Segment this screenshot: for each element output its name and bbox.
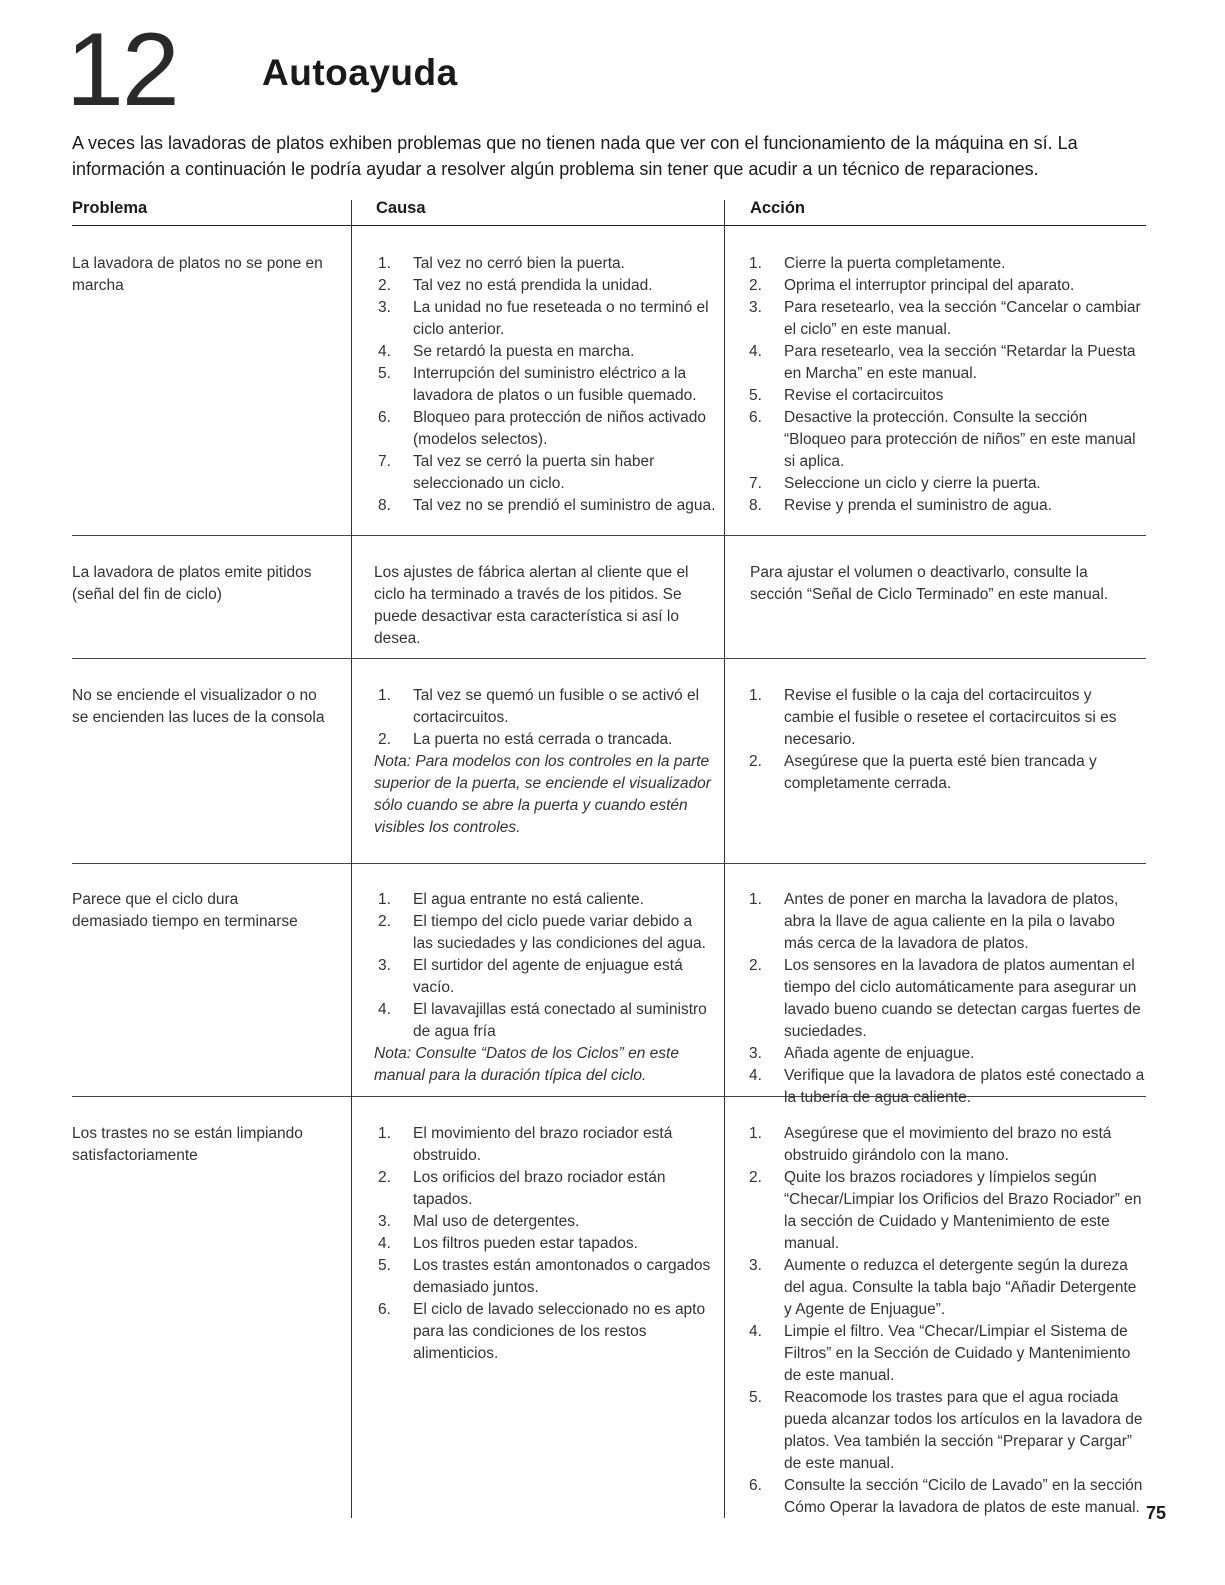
table-row [72,889,302,933]
intro-paragraph: A veces las lavadoras de platos exhiben problemas que no tienen nada que ver con el funcionamiento de la máquina en sí. La información a continuación le podría ayudar a resolver algún problema sin tener que acudir a un técnico de reparaciones. [72,133,1078,179]
cause-cell [374,1123,716,1365]
table-row [72,685,334,729]
list-item: 5. Reacomode los trastes para que el agua rociada pueda alcanzar todos los artículos en la lavadora de platos. Vea también la sección “Preparar y Cargar” de este manual. [749,1389,1143,1472]
cause-cell [374,562,716,650]
list-item: 2. El tiempo del ciclo puede variar debido a las suciedades y las condiciones del agua. [378,913,706,952]
list-item: 3. Para resetearlo, vea la sección “Cancelar o cambiar el ciclo” en este manual. [749,299,1141,338]
action-cell [750,562,1130,606]
list-item: 1. El movimiento del brazo rociador está obstruido. [378,1125,673,1164]
list-item: 4. Para resetearlo, vea la sección “Retardar la Puesta en Marcha” en este manual. [749,343,1136,382]
list-item: 5. Los trastes están amontonados o cargados demasiado juntos. [378,1257,711,1296]
action-cell [745,253,1145,517]
row-divider [72,658,1146,659]
table-row [72,1123,317,1167]
list-item: 3. Aumente o reduzca el detergente según la dureza del agua. Consulte la tabla bajo “Añadir Detergente y Agente de Enjuague”. [749,1257,1137,1318]
cause-cell [374,253,716,533]
list-item: 2. Los sensores en la lavadora de platos aumentan el tiempo del ciclo automáticamente para asegurar un lavado bueno cuando se detectan cargas fuertes de suciedades. [749,957,1141,1040]
list-item: 1. Revise el fusible o la caja del cortacircuitos y cambie el fusible o resetee el cortacircuitos si es necesario. [749,687,1117,748]
list-item: 2. La puerta no está cerrada o trancada. [378,731,673,748]
column-header-cause: Causa [376,199,426,217]
list-item: 6. El ciclo de lavado seleccionado no es apto para las condiciones de los restos alimenticios. [378,1301,706,1362]
action-text: Para ajustar el volumen o deactivarlo, consulte la sección “Señal de Ciclo Terminado” en este manual. [750,564,1109,603]
cause-note: Nota: Consulte “Datos de los Ciclos” en este manual para la duración típica del ciclo. [374,1045,679,1084]
problem-text: Parece que el ciclo dura demasiado tiempo en terminarse [72,891,298,930]
problem-text: La lavadora de platos no se pone en marcha [72,255,323,294]
list-item: 3. El surtidor del agente de enjuague está vacío. [378,957,683,996]
list-item: 1. Antes de poner en marcha la lavadora de platos, abra la llave de agua caliente en la pila o lavabo más cerca de la lavadora de platos. [749,891,1119,952]
row-divider [72,535,1146,536]
list-item: 3. La unidad no fue reseteada o no terminó el ciclo anterior. [378,299,709,338]
list-item: 4. Verifique que la lavadora de platos esté conectado a la tubería de agua caliente. [749,1067,1145,1106]
list-item: 3. Añada agente de enjuague. [749,1045,975,1062]
list-item: 8. Tal vez no se prendió el suministro de agua. [378,497,716,514]
chapter-number: 12 [66,12,178,128]
header-rule [72,225,1146,226]
problem-text: No se enciende el visualizador o no se encienden las luces de la consola [72,687,325,726]
table-row [72,562,347,606]
action-cell [745,685,1145,795]
list-item: 4. Los filtros pueden estar tapados. [378,1235,638,1252]
list-item: 1. Tal vez no cerró bien la puerta. [378,255,625,272]
cause-text: Los ajustes de fábrica alertan al cliente que el ciclo ha terminado a través de los pitidos. Se puede desactivar esta característica si así lo desea. [374,564,689,647]
list-item: 2. Asegúrese que la puerta esté bien trancada y completamente cerrada. [749,753,1097,792]
list-item: 2. Tal vez no está prendida la unidad. [378,277,653,294]
problem-text: La lavadora de platos emite pitidos (señal del fin de ciclo) [72,564,312,603]
column-divider [351,200,352,1518]
list-item: 6. Bloqueo para protección de niños activado (modelos selectos). [378,409,706,448]
list-item: 8. Revise y prenda el suministro de agua. [749,497,1052,514]
column-header-action: Acción [750,199,806,217]
list-item: 7. Tal vez se cerró la puerta sin haber seleccionado un ciclo. [378,453,655,492]
list-item: 7. Seleccione un ciclo y cierre la puerta. [749,475,1041,492]
list-item: 2. Oprima el interruptor principal del aparato. [749,277,1075,294]
list-item: 1. Asegúrese que el movimiento del brazo no está obstruido girándolo con la mano. [749,1125,1112,1164]
list-item: 6. Consulte la sección “Cicilo de Lavado” en la sección Cómo Operar la lavadora de platos de este manual. [749,1477,1143,1516]
cause-note: Nota: Para modelos con los controles en la parte superior de la puerta, se enciende el visualizador sólo cuando se abre la puerta y cuando estén visibles los controles. [374,753,711,836]
column-header-problem: Problema [72,199,148,217]
list-item: 3. Mal uso de detergentes. [378,1213,580,1230]
page-title: Autoayuda [262,52,458,93]
list-item: 6. Desactive la protección. Consulte la sección “Bloqueo para protección de niños” en este manual si aplica. [749,409,1136,470]
action-cell [745,1123,1145,1519]
cause-cell [374,685,716,839]
list-item: 4. Limpie el filtro. Vea “Checar/Limpiar el Sistema de Filtros” en la Sección de Cuidado y Mantenimiento de este manual. [749,1323,1131,1384]
cause-cell [374,889,716,1094]
list-item: 2. Los orificios del brazo rociador están tapados. [378,1169,666,1208]
page-number: 75 [1146,1503,1167,1523]
action-cell [745,889,1145,1106]
list-item: 5. Revise el cortacircuitos [749,387,944,404]
list-item: 4. Se retardó la puesta en marcha. [378,343,635,360]
column-divider [724,200,725,1518]
list-item: 1. Tal vez se quemó un fusible o se activó el cortacircuitos. [378,687,700,726]
list-item: 4. El lavavajillas está conectado al suministro de agua fría [378,1001,707,1040]
list-item: 1. Cierre la puerta completamente. [749,255,1006,272]
problem-text: Los trastes no se están limpiando satisfactoriamente [72,1125,303,1164]
table-row [72,253,342,297]
list-item: 2. Quite los brazos rociadores y límpielos según “Checar/Limpiar los Orificios del Brazo Rociador” en la sección de Cuidado y Mantenimiento de este manual. [749,1169,1142,1252]
list-item: 1. El agua entrante no está caliente. [378,891,644,908]
list-item: 5. Interrupción del suministro eléctrico a la lavadora de platos o un fusible quemado. [378,365,697,404]
row-divider [72,863,1146,864]
